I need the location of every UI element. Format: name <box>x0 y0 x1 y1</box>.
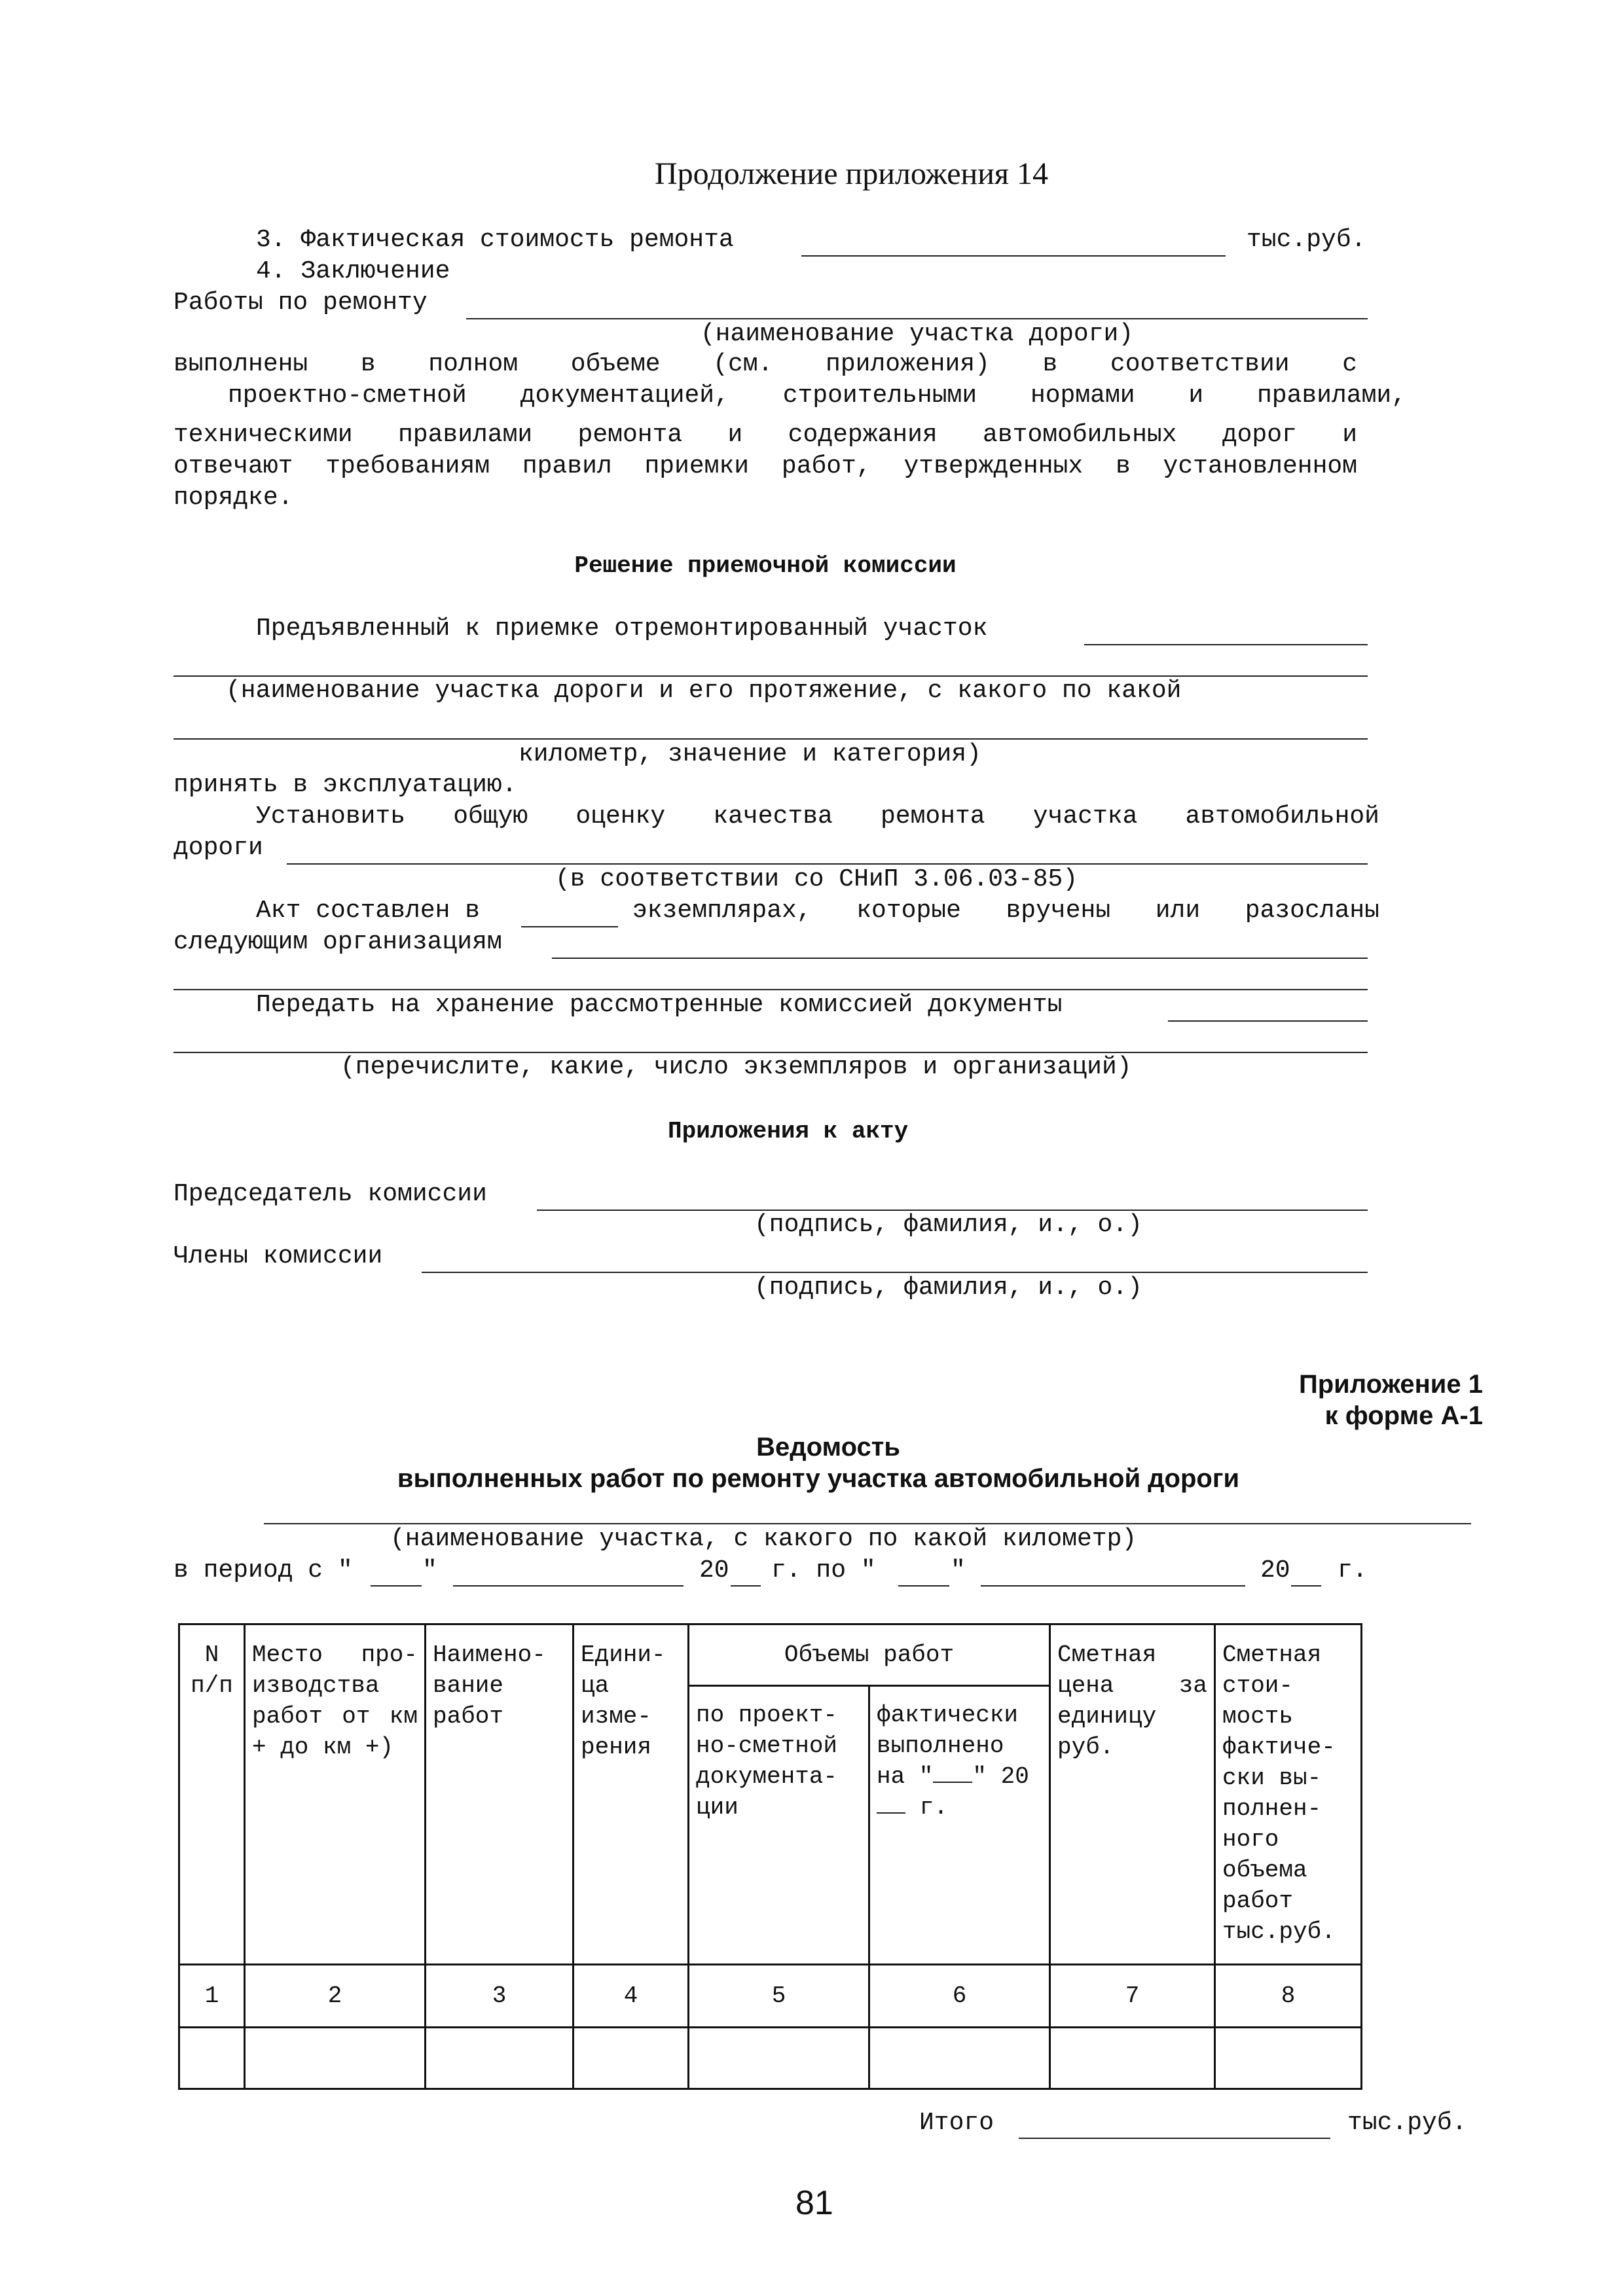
period-to-year-blank <box>1291 1585 1321 1587</box>
members-signature-blank <box>422 1272 1368 1273</box>
conclusion-line-5: порядке. <box>173 484 293 512</box>
works-label: Работы по ремонту <box>173 289 428 317</box>
column-number: 2 <box>245 1965 426 2028</box>
header-col6-day-blank <box>933 1762 972 1783</box>
header-col5-design: по проект-но-сметной документа-ции <box>689 1686 869 1965</box>
road-caption: (наименование участка дороги) <box>700 320 1134 348</box>
period-from-century: 20 <box>699 1556 729 1585</box>
organizations-blank-1 <box>552 958 1368 959</box>
conclusion-line-3: техническими правилами ремонта и содержания автомобильных дорог и <box>173 421 1357 449</box>
continuation-header: Продолжение приложения 14 <box>655 156 1048 191</box>
period-from-day-blank <box>371 1585 422 1587</box>
empty-cell <box>869 2028 1050 2089</box>
works-road-blank <box>466 318 1368 319</box>
quality-line-1: Установить общую оценку качества ремонта участка автомобильной <box>256 802 1379 831</box>
period-to-suffix: г. <box>1338 1556 1368 1585</box>
column-number: 8 <box>1215 1965 1362 2028</box>
period-from-month-blank <box>453 1585 684 1587</box>
item4-label: 4. Заключение <box>256 257 450 285</box>
column-number: 5 <box>689 1965 869 2028</box>
section-name-caption: (наименование участка, с какого по какой километр) <box>390 1525 1137 1553</box>
appendix-label-2: к форме А-1 <box>1324 1401 1483 1430</box>
section-name-blank <box>264 1523 1471 1524</box>
total-amount-blank <box>1019 2138 1330 2139</box>
appendix-label-1: Приложение 1 <box>1299 1370 1483 1399</box>
period-to-quote: " <box>951 1556 966 1585</box>
copies-label-a: Акт составлен в <box>256 897 481 925</box>
column-number: 3 <box>426 1965 574 2028</box>
copies-line-2-label: следующим организациям <box>173 928 502 956</box>
presented-blank <box>1084 644 1368 645</box>
header-col7-unit-price: Сметная цена за единицу руб. <box>1050 1624 1215 1965</box>
empty-cell <box>426 2028 574 2089</box>
members-signature-caption: (подпись, фамилия, и., о.) <box>754 1274 1142 1302</box>
item3-unit: тыс.руб. <box>1247 226 1366 254</box>
header-col4-unit: Едини-ца изме-рения <box>574 1624 689 1965</box>
conclusion-line-1: выполнены в полном объеме (см. приложения) в соответствии с <box>173 350 1357 378</box>
period-to-prefix: г. по " <box>771 1556 876 1585</box>
total-label: Итого <box>919 2109 994 2137</box>
presented-label: Предъявленный к приемке отремонтированный участок <box>256 615 988 643</box>
chairman-signature-caption: (подпись, фамилия, и., о.) <box>754 1211 1142 1239</box>
appendix-title-2: выполненных работ по ремонту участка автомобильной дороги <box>397 1464 1240 1493</box>
column-number: 6 <box>869 1965 1050 2028</box>
header-col3-name: Наимено-вание работ <box>426 1624 574 1965</box>
storage-caption: (перечислите, какие, число экземпляров и организаций) <box>340 1053 1132 1081</box>
empty-cell <box>574 2028 689 2089</box>
appendix-title-1: Ведомость <box>756 1433 900 1462</box>
total-unit: тыс.руб. <box>1347 2109 1467 2137</box>
copies-label-b: экземплярах, которые вручены или разосланы <box>632 897 1379 925</box>
section-blank-2 <box>173 738 1368 740</box>
period-to-month-blank <box>981 1585 1245 1587</box>
empty-cell <box>689 2028 869 2089</box>
item3-label: 3. Фактическая стоимость ремонта <box>256 226 734 254</box>
column-number: 4 <box>574 1965 689 2028</box>
period-to-day-blank <box>898 1585 949 1587</box>
empty-cell <box>245 2028 426 2089</box>
decision-title: Решение приемочной комиссии <box>574 552 957 579</box>
column-number: 7 <box>1050 1965 1215 2028</box>
header-col6-year-suffix: г. <box>905 1794 948 1821</box>
header-col2-place: Место про-изводства работ от км + до км +) <box>245 1624 426 1965</box>
header-volumes-group: Объемы работ <box>689 1624 1050 1686</box>
period-to-century: 20 <box>1260 1556 1290 1585</box>
attachments-title: Приложения к акту <box>668 1118 909 1145</box>
snip-caption: (в соответствии со СНиП 3.06.03-85) <box>555 865 1078 893</box>
chairman-label: Председатель комиссии <box>173 1180 487 1208</box>
section-caption-1: (наименование участка дороги и его протяжение, с какого по какой <box>226 677 1182 705</box>
works-statement-table <box>178 1623 1362 2090</box>
quality-line-2-label: дороги <box>173 834 263 862</box>
period-from-quote: " <box>422 1556 437 1585</box>
header-col6-year-blank <box>877 1793 905 1814</box>
header-col6-year-prefix: " 20 <box>972 1763 1029 1790</box>
period-from-prefix: в период с " <box>173 1556 353 1585</box>
empty-cell <box>1215 2028 1362 2089</box>
organizations-blank-2 <box>173 989 1368 990</box>
page-number: 81 <box>795 2184 833 2222</box>
item3-cost-blank <box>801 255 1226 257</box>
storage-label: Передать на хранение рассмотренные комиссией документы <box>256 991 1063 1019</box>
section-caption-2: километр, значение и категория) <box>519 740 981 768</box>
copies-count-blank <box>521 926 618 927</box>
period-from-year-blank <box>731 1585 761 1587</box>
accept-text: принять в эксплуатацию. <box>173 771 517 799</box>
header-col6-text: фактически выполнено на " <box>877 1702 1019 1790</box>
members-label: Члены комиссии <box>173 1242 383 1270</box>
storage-blank-1 <box>1168 1020 1368 1022</box>
column-number: 1 <box>179 1965 245 2028</box>
conclusion-line-4: отвечают требованиям правил приемки работ, утвержденных в установленном <box>173 452 1357 480</box>
header-col6-actual <box>869 1686 1050 1965</box>
empty-cell <box>1050 2028 1215 2089</box>
quality-grade-blank <box>287 863 1368 865</box>
empty-cell <box>179 2028 245 2089</box>
header-col1-number: N п/п <box>179 1624 245 1965</box>
conclusion-line-2: проектно-сметной документацией, строительными нормами и правилами, <box>228 382 1406 410</box>
header-col8-cost: Сметная стои-мость фактиче-ски вы-полнен-ного объема работ тыс.руб. <box>1215 1624 1362 1965</box>
